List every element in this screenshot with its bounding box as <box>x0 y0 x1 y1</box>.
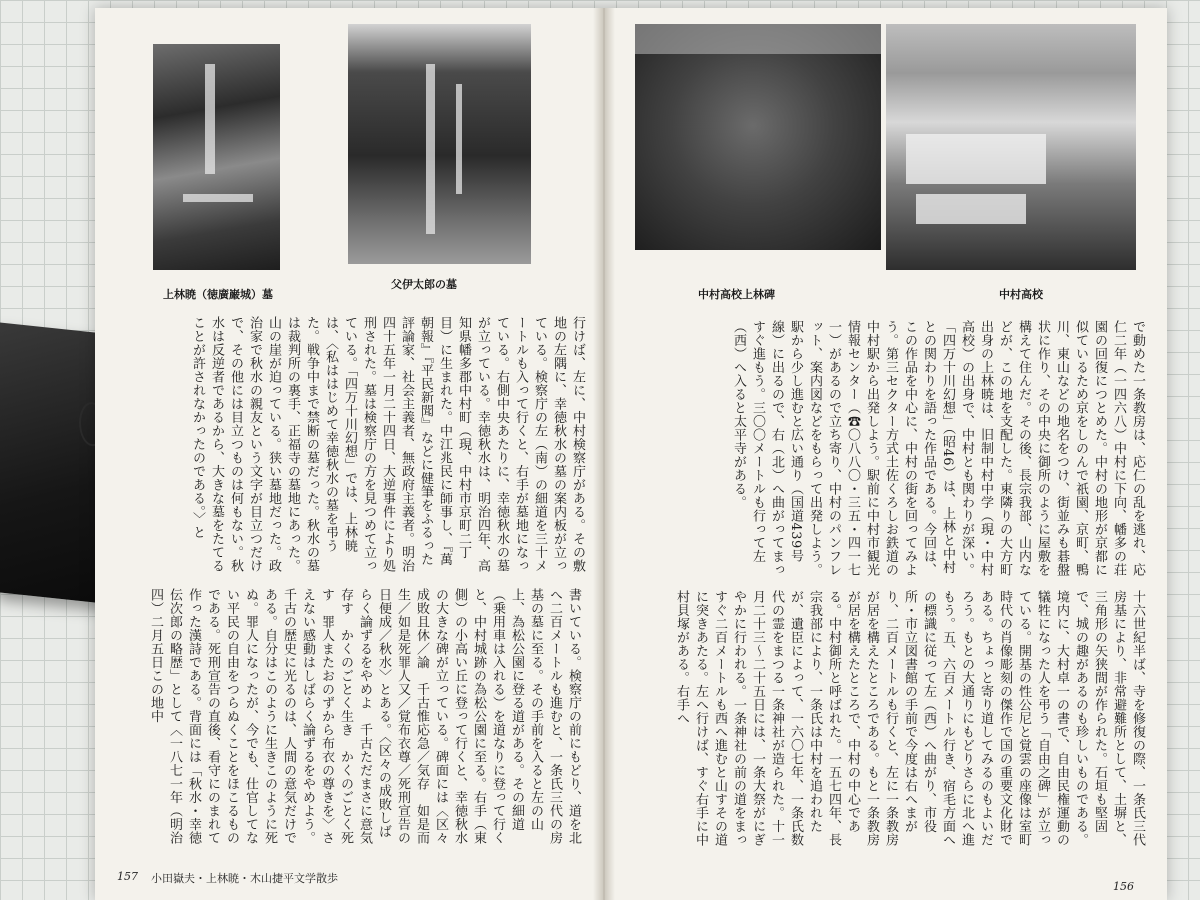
photo-father-grave <box>348 24 531 264</box>
book-spine <box>593 8 615 900</box>
running-head: 小田嶽夫・上林暁・木山捷平文学散歩 <box>151 872 338 885</box>
photo-nakamura-school <box>886 24 1136 270</box>
right-body-lower: 十六世紀半ば、寺を修復の際、一条氏三代房基により、非常避難所として、土塀と、三角形の矢狭間が作られた。石垣も堅固で、城の趣があるのも珍しいものである。境内に、大村卓一の書で、自由民権運動の犠牲になった人を弔う「自由之碑」が立っている。開基の性公尼と覚雲の座像は室町時代の肖像彫刻の傑作で国の重要文化財である。ちょっと寄り道してみるのもよいだろう。もとの大通りにもどりさらに北へ進もう。五、六百メートル行き、宿毛方面への標識に従って左（西）へ曲がり、市役所・市立図書館の手前で今度は右へまがり、二百メートルも行くと、左に一条教房が居を構えたところである。もと一条教房が居を構えたところで、中村の中心である。中村御所と呼ばれた。一五七四年、長宗我部により、一条氏は中村を追われたが、遺臣によって、一六〇七年、一条氏数代の霊をまつる一条神社が造られた。十一月二十三〜二十五日には、一条大祭がにぎやかに行われる。一条神社の前の道をまっすぐ二百メートルも西へ進むと山すその道に突きあたる。左へ行けば、すぐ右手に中村貝塚がある。右手へ <box>674 590 1145 847</box>
left-body-lower: 書いている。検察庁の前にもどり、道を北へ二百メートルも進むと、一条氏三代の房基の墓に至る。その手前を入ると左の山上、為松公園に登る道がある。その細道（乗用車は入れる）を道なりに登って行くと、中村城跡の為松公園に至る。右手（東側）の小高い丘に登って行くと、幸徳秋水の大きな碑が立っている。碑面には〈区々成敗且休／論 千古惟応急／気存 如是而生／如是死罪人又／覚布衣尊／死刑宣告の日便成／秋水〉とある。〈区々の成敗しばらく論ずるをやめよ 千古ただまさに意気存す かくのごとく生き かくのごとく死す 罪人またおのずから布衣の尊きを〉さえない感動はしばらく論ずるをやめよう。千古の歴史に光るのは、人間の意気だけである。自分はこのように生きこのように死ぬ。罪人になったが、今でも、仕官してない平民の自由をつらぬくことをほこるものである。死刑宣告の直後、看守にのまれて作った漢詩である。背面には「秋水・幸徳伝次郎の略歴」として〈一八七一年（明治四）二月五日この地中 <box>148 588 581 845</box>
right-body-upper: で動めた一条教房は、応仁の乱を逃れ、応仁二年（一四六八）中村に下向、幡多の荘園の回復につとめた。中村の地形が京都に似ているため京をしのんで祇園、京町、鴨川、東山などの地名をつけ、街並みも碁盤状に作り、その中央に御所のように屋敷を構えて住んだ。その後、長宗我部、山内などが、この地を支配した。東隣りの大方町出身の上林暁は、旧制中村中学（現・中村高校）の出身で、中村とも関わりが深い。「四万十川幻想」（昭46）は、上林と中村との関わりを語った作品である。今回は、この作品を中心に、中村の街を回ってみよう。第三セクター方式土佐くろしお鉄道の中村駅から出発しよう。駅前に中村市観光情報センター（☎〇八八〇・三五・四一七一）があるので立ち寄り、中村のパンフレット、案内図などをもらって出発しよう。駅から少し進むと広い通り（国道439号線）に出るので、右（北）へ曲がってまっすぐ進もう。三〇〇メートルも行って左（西）へ入ると太平寺がある。 <box>731 320 1145 577</box>
caption-kanbayashi-grave: 上林暁（徳廣巌城）墓 <box>163 288 273 301</box>
photo-school-monument <box>635 24 881 250</box>
right-page-number: 156 <box>1113 880 1134 893</box>
caption-school-monument: 中村高校上林碑 <box>698 288 775 301</box>
left-page-number: 157 <box>117 870 138 883</box>
photo-kanbayashi-grave <box>153 44 280 270</box>
caption-father-grave: 父伊太郎の墓 <box>391 278 457 291</box>
open-book <box>95 8 1167 900</box>
caption-nakamura-school: 中村高校 <box>999 288 1043 301</box>
left-body-upper: 行けば、左に、中村検察庁がある。その敷地の左隅に、幸徳秋水の墓の案内板が立っている。検察庁の左（南）の細道を三十メートルも入って行くと、右手が墓地になっている。右側中央あたりに、幸徳秋水の墓が立っている。幸徳秋水は、明治四年、高知県幡多郡中村町（現、中村市京町二丁目）に生まれた。中江兆民に師事し、『萬朝報』『平民新聞』などに健筆をふるった評論家、社会主義者、無政府主義者。明治四十五年一月二十四日、大逆事件により処刑された。墓は検察庁の方を見つめて立っている。「四万十川幻想」では、上林暁は、〈私ははじめて幸徳秋水の墓を弔うた。戦争中まで禁断の墓だった。秋水の墓は裁判所の裏手、正福寺の墓地にあった。山の崖が迫っている。狭い墓地だった。政治家で秋水の親友という文字が目立つだけで、その他には目立つものは何もない。秋水は反逆者であるから、大きな墓をたてることが許されなかったのである。〉と <box>190 316 585 573</box>
